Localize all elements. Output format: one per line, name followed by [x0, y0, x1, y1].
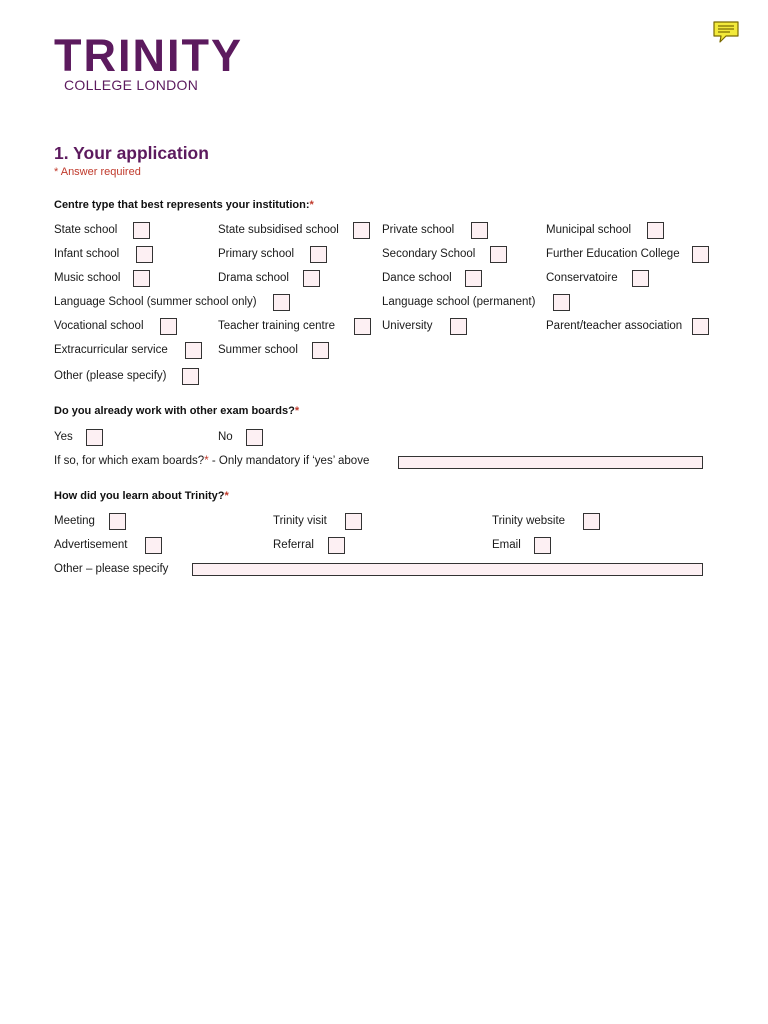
section-title: 1. Your application [54, 143, 209, 163]
option-label-referral: Referral [273, 539, 314, 551]
checkbox-trinity-visit[interactable] [345, 513, 362, 530]
checkbox-language-summer[interactable] [273, 294, 290, 311]
checkbox-parent-teacher[interactable] [692, 318, 709, 335]
checkbox-extracurricular[interactable] [185, 342, 202, 359]
option-label-private-school: Private school [382, 224, 455, 236]
question-text: Do you already work with other exam boards? [54, 405, 295, 417]
checkbox-state-subsidised[interactable] [353, 222, 370, 239]
which-boards-text: If so, for which exam boards? [54, 455, 205, 467]
required-mark: * [224, 490, 229, 502]
option-label-state-school: State school [54, 224, 118, 236]
option-label-municipal-school: Municipal school [546, 224, 632, 236]
other-learn-input[interactable] [192, 563, 703, 576]
checkbox-summer-school[interactable] [312, 342, 329, 359]
option-label-other-centre: Other (please specify) [54, 370, 167, 382]
checkbox-meeting[interactable] [109, 513, 126, 530]
option-label-language-permanent: Language school (permanent) [382, 296, 536, 308]
option-label-summer-school: Summer school [218, 344, 298, 356]
option-label-language-summer: Language School (summer school only) [54, 296, 257, 308]
option-label-meeting: Meeting [54, 515, 95, 527]
option-label-conservatoire: Conservatoire [546, 272, 618, 284]
required-mark: * [294, 405, 300, 417]
required-mark: * [204, 455, 209, 467]
option-label-trinity-visit: Trinity visit [273, 515, 327, 527]
option-label-dance-school: Dance school [382, 272, 452, 284]
which-boards-label [54, 455, 369, 467]
checkbox-referral[interactable] [328, 537, 345, 554]
checkbox-email[interactable] [534, 537, 551, 554]
checkbox-teacher-training[interactable] [354, 318, 371, 335]
option-label-further-education: Further Education College [546, 248, 680, 260]
option-label-teacher-training: Teacher training centre [218, 320, 335, 332]
checkbox-drama-school[interactable] [303, 270, 320, 287]
option-label-extracurricular: Extracurricular service [54, 344, 168, 356]
checkbox-music-school[interactable] [133, 270, 150, 287]
checkbox-infant-school[interactable] [136, 246, 153, 263]
checkbox-language-permanent[interactable] [553, 294, 570, 311]
checkbox-trinity-website[interactable] [583, 513, 600, 530]
option-label-drama-school: Drama school [218, 272, 289, 284]
option-label-email: Email [492, 539, 521, 551]
checkbox-dance-school[interactable] [465, 270, 482, 287]
question-text: Centre type that best represents your institution: [54, 199, 310, 211]
checkbox-state-school[interactable] [133, 222, 150, 239]
question-exam-boards [54, 405, 299, 417]
checkbox-yes[interactable] [86, 429, 103, 446]
checkbox-municipal-school[interactable] [647, 222, 664, 239]
question-centre-type [54, 199, 314, 211]
option-label-trinity-website: Trinity website [492, 515, 566, 527]
checkbox-conservatoire[interactable] [632, 270, 649, 287]
checkbox-advertisement[interactable] [145, 537, 162, 554]
option-label-secondary-school: Secondary School [382, 248, 476, 260]
checkbox-secondary-school[interactable] [490, 246, 507, 263]
checkbox-no[interactable] [246, 429, 263, 446]
checkbox-vocational-school[interactable] [160, 318, 177, 335]
option-label-yes: Yes [54, 431, 73, 443]
checkbox-primary-school[interactable] [310, 246, 327, 263]
required-mark: * [309, 199, 314, 211]
option-label-music-school: Music school [54, 272, 121, 284]
option-label-no: No [218, 431, 233, 443]
option-label-parent-teacher: Parent/teacher association [546, 320, 683, 332]
trinity-logo: TRINITY [54, 30, 243, 81]
option-label-primary-school: Primary school [218, 248, 295, 260]
which-boards-note: - Only mandatory if ‘yes’ above [208, 455, 370, 467]
trinity-logo-subtitle: COLLEGE LONDON [64, 77, 199, 93]
required-note: * Answer required [54, 166, 141, 178]
comment-icon[interactable] [712, 19, 740, 45]
checkbox-other-centre[interactable] [182, 368, 199, 385]
checkbox-further-education[interactable] [692, 246, 709, 263]
option-label-infant-school: Infant school [54, 248, 120, 260]
question-text: How did you learn about Trinity? [54, 490, 225, 502]
checkbox-university[interactable] [450, 318, 467, 335]
option-label-other-learn: Other – please specify [54, 563, 169, 575]
option-label-advertisement: Advertisement [54, 539, 128, 551]
question-learn-about [54, 490, 229, 502]
option-label-state-subsidised: State subsidised school [218, 224, 339, 236]
option-label-vocational-school: Vocational school [54, 320, 144, 332]
option-label-university: University [382, 320, 433, 332]
which-boards-input[interactable] [398, 456, 703, 469]
checkbox-private-school[interactable] [471, 222, 488, 239]
